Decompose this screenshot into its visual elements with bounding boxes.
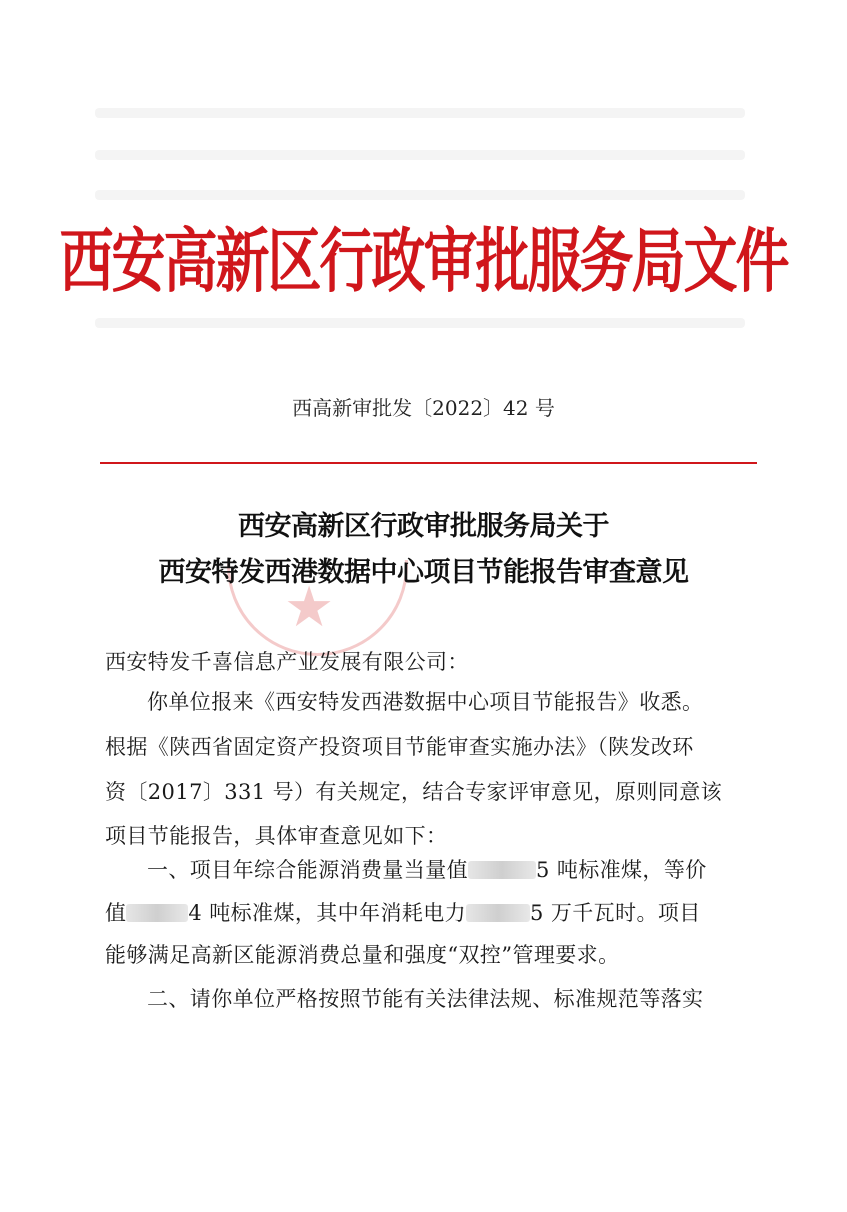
paragraph-1-line-3: 资〔2017〕331 号）有关规定，结合专家评审意见，原则同意该	[105, 780, 722, 804]
text-segment: 5 万千瓦时。项目	[530, 901, 701, 925]
redacted-value	[466, 904, 530, 922]
red-divider-line	[100, 462, 757, 464]
redacted-value	[468, 861, 536, 879]
agency-header-title: 西安高新区行政审批服务局文件	[59, 221, 788, 302]
paragraph-2-line-3: 能够满足高新区能源消费总量和强度“双控”管理要求。	[105, 943, 620, 967]
text-segment: 值	[105, 901, 127, 925]
bleed-through-line	[95, 108, 745, 118]
paragraph-2-line-1	[147, 854, 767, 884]
paragraph-3-line-1: 二、请你单位严格按照节能有关法律法规、标准规范等落实	[147, 987, 704, 1011]
subject-title-line-1: 西安高新区行政审批服务局关于	[238, 511, 609, 542]
paragraph-1-line-2: 根据《陕西省固定资产投资项目节能审查实施办法》（陕发改环	[105, 735, 694, 759]
bleed-through-line	[95, 150, 745, 160]
document-number: 西高新审批发〔2022〕42 号	[292, 396, 555, 420]
paragraph-1-line-1: 你单位报来《西安特发西港数据中心项目节能报告》收悉。	[147, 690, 704, 714]
redacted-value	[126, 904, 188, 922]
bleed-through-line	[95, 318, 745, 328]
subject-title-line-2: 西安特发西港数据中心项目节能报告审查意见	[158, 557, 689, 588]
text-segment: 5 吨标准煤，等价	[536, 858, 707, 882]
addressee: 西安特发千喜信息产业发展有限公司：	[105, 650, 469, 674]
paragraph-1-line-4: 项目节能报告，具体审查意见如下：	[105, 824, 448, 848]
text-segment: 4 吨标准煤，其中年消耗电力	[188, 901, 467, 925]
paragraph-2-line-2	[105, 897, 770, 927]
text-segment: 一、项目年综合能源消费量当量值	[147, 858, 468, 882]
seal-stamp-icon: ★	[222, 560, 412, 660]
bleed-through-line	[95, 190, 745, 200]
